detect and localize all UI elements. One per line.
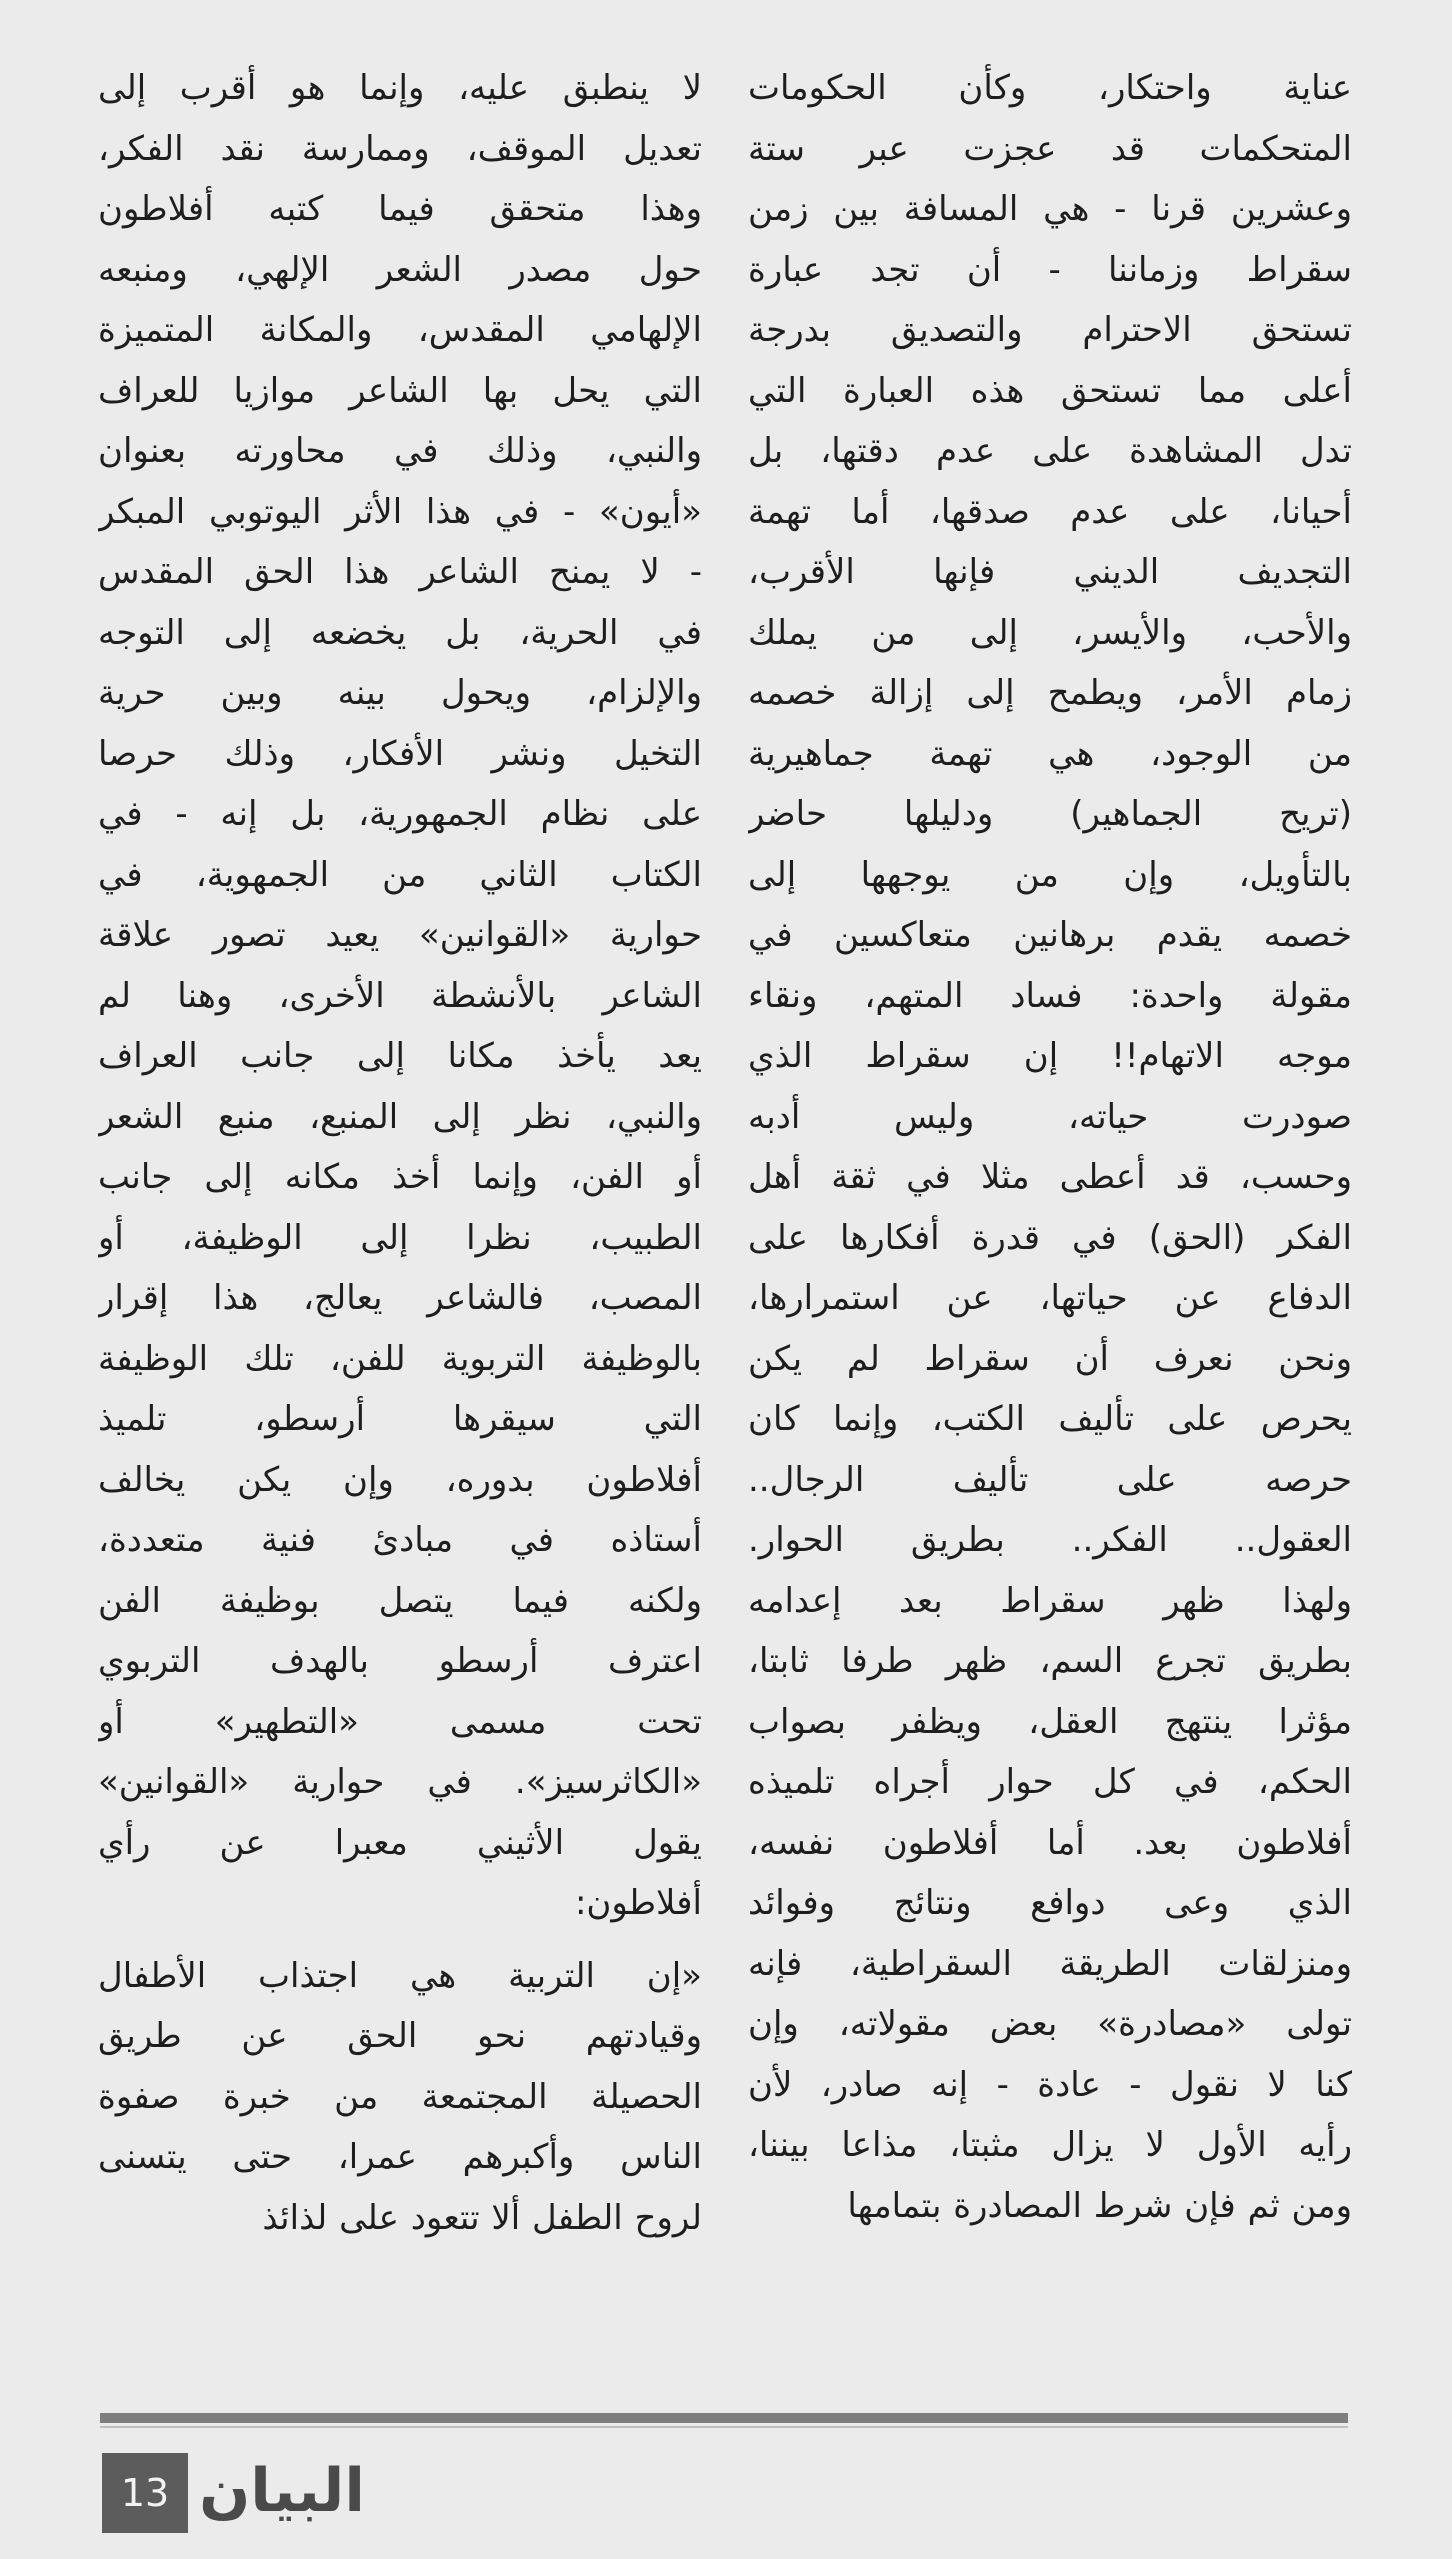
text-line: أفلاطون بعد. أما أفلاطون نفسه،	[748, 1822, 1352, 1863]
text-line: - لا يمنح الشاعر هذا الحق المقدس	[98, 552, 702, 592]
text-line: والنبي، وذلك في محاورته بعنوان	[98, 431, 702, 471]
text-line: ولكنه فيما يتصل بوظيفة الفن	[98, 1580, 702, 1621]
text-line: كنا لا نقول - عادة - إنه صادر، لأن	[748, 2064, 1352, 2105]
paragraph-gap	[98, 1934, 702, 1946]
text-line: «الكاثرسيز». في حوارية «القوانين»	[98, 1762, 702, 1802]
text-line: الناس وأكبرهم عمرا، حتى يتسنى	[98, 2137, 702, 2177]
text-line: والأحب، والأيسر، إلى من يملك	[748, 612, 1352, 653]
text-line: بالوظيفة التربوية للفن، تلك الوظيفة	[98, 1338, 702, 1379]
text-line: ونحن نعرف أن سقراط لم يكن	[748, 1338, 1352, 1379]
text-line: الكتاب الثاني من الجمهوية، في	[98, 854, 702, 895]
text-line: وقيادتهم نحو الحق عن طريق	[98, 2016, 702, 2056]
text-line: يحرص على تأليف الكتب، وإنما كان	[748, 1399, 1352, 1439]
text-line: ومنزلقات الطريقة السقراطية، فإنه	[748, 1943, 1352, 1984]
left-text-column	[98, 58, 702, 2248]
text-line: وهذا متحقق فيما كتبه أفلاطون	[98, 189, 702, 229]
text-line: ولهذا ظهر سقراط بعد إعدامه	[748, 1580, 1352, 1621]
text-line: سقراط وزماننا - أن تجد عبارة	[748, 249, 1352, 290]
text-line: اعترف أرسطو بالهدف التربوي	[98, 1641, 702, 1681]
text-line: أو الفن، وإنما أخذ مكانه إلى جانب	[98, 1157, 702, 1197]
text-line: الذي وعى دوافع ونتائج وفوائد	[748, 1883, 1352, 1923]
text-line: المتحكمات قد عجزت عبر ستة	[748, 128, 1352, 169]
text-line: بالتأويل، وإن من يوجهها إلى	[748, 854, 1352, 895]
text-line: زمام الأمر، ويطمح إلى إزالة خصمه	[748, 673, 1352, 713]
text-line: حرصه على تأليف الرجال..	[748, 1459, 1352, 1500]
text-line: تستحق الاحترام والتصديق بدرجة	[748, 310, 1352, 350]
footer-rule-thin	[100, 2426, 1348, 2428]
text-line: والنبي، نظر إلى المنبع، منبع الشعر	[98, 1096, 702, 1137]
text-line: موجه الاتهام!! إن سقراط الذي	[748, 1036, 1352, 1076]
text-line: صودرت حياته، وليس أدبه	[748, 1096, 1352, 1137]
text-line: على نظام الجمهورية، بل إنه - في	[98, 794, 702, 834]
text-line: أفلاطون:	[574, 1883, 702, 1923]
text-line: (تريح الجماهير) ودليلها حاضر	[748, 794, 1352, 834]
text-line: أعلى مما تستحق هذه العبارة التي	[748, 370, 1352, 411]
text-line: حول مصدر الشعر الإلهي، ومنبعه	[98, 249, 702, 290]
text-line: أحيانا، على عدم صدقها، أما تهمة	[748, 491, 1352, 532]
text-line: التجديف الديني فإنها الأقرب،	[748, 552, 1352, 592]
magazine-logo: البيان	[199, 2456, 365, 2526]
footer-rule	[100, 2413, 1348, 2423]
text-line: في الحرية، بل يخضعه إلى التوجه	[98, 612, 702, 653]
text-line: حوارية «القوانين» يعيد تصور علاقة	[98, 915, 702, 955]
text-line: تدل المشاهدة على عدم دقتها، بل	[748, 431, 1352, 471]
text-line: خصمه يقدم برهانين متعاكسين في	[748, 915, 1352, 955]
text-line: تولى «مصادرة» بعض مقولاته، وإن	[748, 2004, 1352, 2044]
text-line: ومن ثم فإن شرط المصادرة بتمامها	[847, 2185, 1352, 2226]
text-line: تحت مسمى «التطهير» أو	[98, 1701, 702, 1742]
text-line: وحسب، قد أعطى مثلا في ثقة أهل	[748, 1157, 1352, 1197]
text-line: التخيل ونشر الأفكار، وذلك حرصا	[98, 733, 702, 774]
text-line: لروح الطفل ألا تتعود على لذائذ	[262, 2197, 702, 2238]
text-line: الشاعر بالأنشطة الأخرى، وهنا لم	[98, 975, 702, 1016]
text-line: والإلزام، ويحول بينه وبين حرية	[98, 673, 702, 713]
text-line: لا ينطبق عليه، وإنما هو أقرب إلى	[98, 68, 702, 108]
text-line: يعد يأخذ مكانا إلى جانب العراف	[98, 1036, 702, 1076]
text-line: الحصيلة المجتمعة من خبرة صفوة	[98, 2076, 702, 2117]
text-line: الفكر (الحق) في قدرة أفكارها على	[748, 1217, 1352, 1258]
text-line: تعديل الموقف، وممارسة نقد الفكر،	[98, 128, 702, 169]
text-line: التي سيقرها أرسطو، تلميذ	[98, 1399, 702, 1439]
text-line: «أيون» - في هذا الأثر اليوتوبي المبكر	[98, 491, 702, 532]
text-line: «إن التربية هي اجتذاب الأطفال	[98, 1955, 702, 1996]
text-line: وعشرين قرنا - هي المسافة بين زمن	[748, 189, 1352, 229]
text-line: الإلهامي المقدس، والمكانة المتميزة	[98, 310, 702, 350]
text-line: عناية واحتكار، وكأن الحكومات	[748, 68, 1352, 108]
text-line: الحكم، في كل حوار أجراه تلميذه	[748, 1762, 1352, 1802]
text-line: أستاذه في مبادئ فنية متعددة،	[98, 1520, 702, 1560]
text-line: من الوجود، هي تهمة جماهيرية	[748, 733, 1352, 774]
text-line: يقول الأثيني معبرا عن رأي	[98, 1822, 702, 1863]
text-line: مقولة واحدة: فساد المتهم، ونقاء	[748, 975, 1352, 1016]
text-line: العقول.. الفكر.. بطريق الحوار.	[748, 1520, 1352, 1560]
text-line: المصب، فالشاعر يعالج، هذا إقرار	[98, 1278, 702, 1318]
text-line: الدفاع عن حياتها، عن استمرارها،	[748, 1278, 1352, 1318]
right-text-column	[748, 58, 1352, 2236]
text-line: أفلاطون بدوره، وإن يكن يخالف	[98, 1459, 702, 1500]
text-line: الطبيب، نظرا إلى الوظيفة، أو	[98, 1217, 702, 1258]
page-number: 13	[102, 2453, 188, 2533]
text-line: بطريق تجرع السم، ظهر طرفا ثابتا،	[748, 1641, 1352, 1681]
text-line: مؤثرا ينتهج العقل، ويظفر بصواب	[748, 1701, 1352, 1742]
text-line: التي يحل بها الشاعر موازيا للعراف	[98, 370, 702, 411]
text-line: رأيه الأول لا يزال مثبتا، مذاعا بيننا،	[748, 2125, 1352, 2165]
